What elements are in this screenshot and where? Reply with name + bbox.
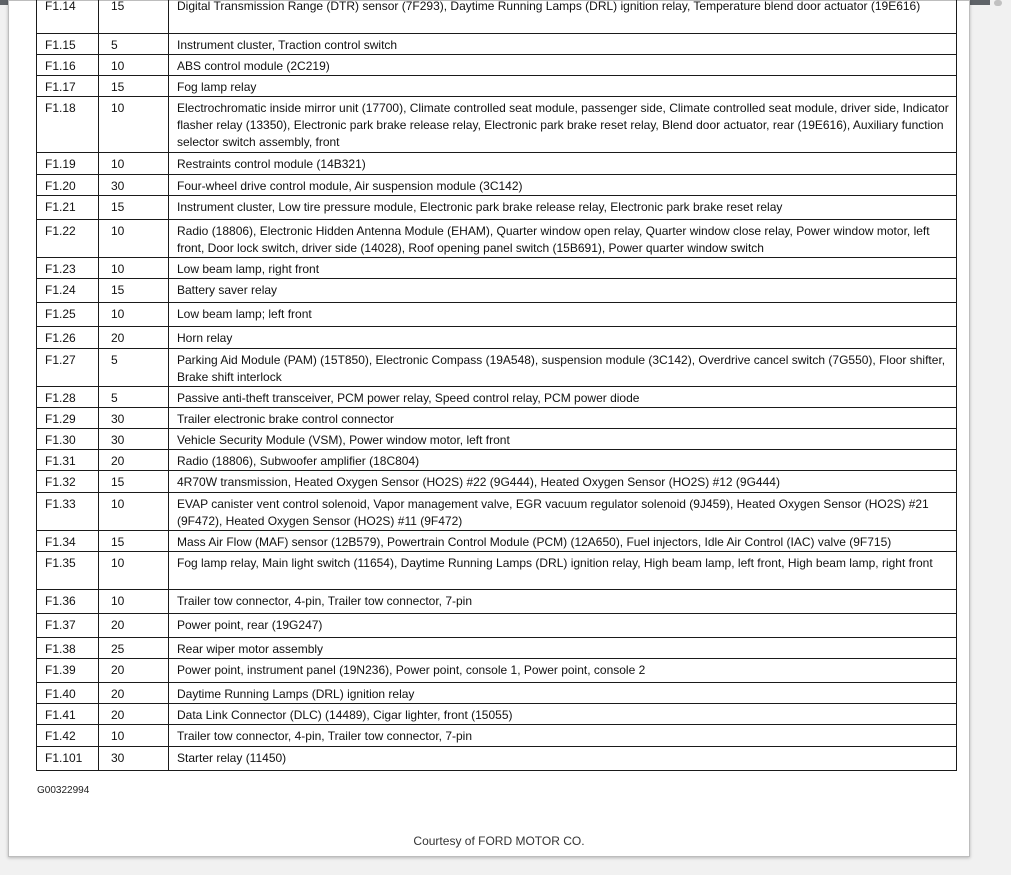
fuse-circuits-cell: 4R70W transmission, Heated Oxygen Sensor (HO2S) #22 (9G444), Heated Oxygen Sensor (HO2S) #12 (9G444) bbox=[169, 471, 957, 493]
fuse-circuits-cell: Battery saver relay bbox=[169, 279, 957, 303]
fuse-circuits-cell: ABS control module (2C219) bbox=[169, 55, 957, 76]
fuse-id-cell: F1.16 bbox=[37, 55, 99, 76]
fuse-amperage-cell: 10 bbox=[99, 590, 169, 614]
fuse-amperage-cell: 20 bbox=[99, 450, 169, 471]
fuse-amperage-cell: 30 bbox=[99, 747, 169, 771]
fuse-amperage-cell: 15 bbox=[99, 76, 169, 97]
fuse-id-cell: F1.33 bbox=[37, 493, 99, 531]
fuse-circuits-cell: Data Link Connector (DLC) (14489), Cigar lighter, front (15055) bbox=[169, 704, 957, 725]
fuse-circuits-cell: Digital Transmission Range (DTR) sensor (7F293), Daytime Running Lamps (DRL) ignition relay, Temperature blend door actuator (19E616) bbox=[169, 0, 957, 34]
fuse-id-cell: F1.101 bbox=[37, 747, 99, 771]
fuse-amperage-cell: 15 bbox=[99, 196, 169, 220]
fuse-row bbox=[37, 0, 957, 34]
fuse-circuits-cell: Power point, rear (19G247) bbox=[169, 614, 957, 638]
fuse-amperage-cell: 10 bbox=[99, 493, 169, 531]
fuse-circuits-cell: Radio (18806), Subwoofer amplifier (18C804) bbox=[169, 450, 957, 471]
fuse-circuits-cell: Radio (18806), Electronic Hidden Antenna Module (EHAM), Quarter window open relay, Quarter window close relay, Power window motor, left front, Door lock switch, driver side (14028), Roof opening panel switch (15B691), Power quarter window switch bbox=[169, 220, 957, 258]
fuse-circuits-cell: Electrochromatic inside mirror unit (17700), Climate controlled seat module, passenger side, Climate controlled seat module, driver side, Indicator flasher relay (13350), Electronic park brake release relay, Electronic park brake reset relay, Blend door actuator, rear (19E616), Auxiliary function selector switch assembly, front bbox=[169, 97, 957, 153]
fuse-id-cell: F1.35 bbox=[37, 552, 99, 590]
fuse-row bbox=[37, 683, 957, 704]
fuse-amperage-cell: 10 bbox=[99, 552, 169, 590]
fuse-id-cell: F1.26 bbox=[37, 327, 99, 349]
courtesy-caption: Courtesy of FORD MOTOR CO. bbox=[413, 834, 585, 848]
fuse-circuits-cell: Trailer tow connector, 4-pin, Trailer tow connector, 7-pin bbox=[169, 590, 957, 614]
fuse-id-cell: F1.32 bbox=[37, 471, 99, 493]
fuse-row bbox=[37, 493, 957, 531]
fuse-id-cell: F1.29 bbox=[37, 408, 99, 429]
fuse-id-cell: F1.42 bbox=[37, 725, 99, 747]
fuse-row bbox=[37, 552, 957, 590]
fuse-id-cell: F1.34 bbox=[37, 531, 99, 552]
fuse-row bbox=[37, 725, 957, 747]
fuse-id-cell: F1.22 bbox=[37, 220, 99, 258]
fuse-row bbox=[37, 196, 957, 220]
fuse-amperage-cell: 5 bbox=[99, 387, 169, 408]
fuse-amperage-cell: 30 bbox=[99, 408, 169, 429]
fuse-row bbox=[37, 279, 957, 303]
fuse-id-cell: F1.40 bbox=[37, 683, 99, 704]
fuse-row bbox=[37, 97, 957, 153]
fuse-row bbox=[37, 327, 957, 349]
fuse-row bbox=[37, 531, 957, 552]
scrollbar-thumb[interactable] bbox=[994, 0, 1002, 6]
figure-reference-code: G00322994 bbox=[37, 785, 90, 796]
document-page bbox=[8, 0, 970, 857]
fuse-row bbox=[37, 450, 957, 471]
fuse-amperage-cell: 10 bbox=[99, 153, 169, 175]
fuse-circuits-cell: Instrument cluster, Low tire pressure module, Electronic park brake release relay, Electronic park brake reset relay bbox=[169, 196, 957, 220]
fuse-circuits-cell: Horn relay bbox=[169, 327, 957, 349]
fuse-row bbox=[37, 258, 957, 279]
fuse-circuits-cell: Fog lamp relay bbox=[169, 76, 957, 97]
fuse-amperage-cell: 10 bbox=[99, 220, 169, 258]
fuse-row bbox=[37, 408, 957, 429]
fuse-circuits-cell: Trailer tow connector, 4-pin, Trailer tow connector, 7-pin bbox=[169, 725, 957, 747]
fuse-id-cell: F1.14 bbox=[37, 0, 99, 34]
fuse-row bbox=[37, 303, 957, 327]
fuse-row bbox=[37, 349, 957, 387]
fuse-id-cell: F1.39 bbox=[37, 659, 99, 683]
fuse-amperage-cell: 30 bbox=[99, 429, 169, 450]
fuse-id-cell: F1.36 bbox=[37, 590, 99, 614]
fuse-row bbox=[37, 471, 957, 493]
fuse-id-cell: F1.19 bbox=[37, 153, 99, 175]
fuse-circuits-cell: Low beam lamp, right front bbox=[169, 258, 957, 279]
fuse-id-cell: F1.31 bbox=[37, 450, 99, 471]
fuse-amperage-cell: 15 bbox=[99, 0, 169, 34]
fuse-row bbox=[37, 153, 957, 175]
fuse-amperage-cell: 10 bbox=[99, 55, 169, 76]
fuse-row bbox=[37, 76, 957, 97]
fuse-circuits-cell: Parking Aid Module (PAM) (15T850), Electronic Compass (19A548), suspension module (3C142), Overdrive cancel switch (7G550), Floor shifter, Brake shift interlock bbox=[169, 349, 957, 387]
fuse-circuits-cell: Fog lamp relay, Main light switch (11654), Daytime Running Lamps (DRL) ignition relay, High beam lamp, left front, High beam lamp, right front bbox=[169, 552, 957, 590]
fuse-id-cell: F1.25 bbox=[37, 303, 99, 327]
fuse-amperage-cell: 20 bbox=[99, 614, 169, 638]
fuse-amperage-cell: 15 bbox=[99, 279, 169, 303]
fuse-id-cell: F1.23 bbox=[37, 258, 99, 279]
fuse-id-cell: F1.24 bbox=[37, 279, 99, 303]
fuse-amperage-cell: 20 bbox=[99, 659, 169, 683]
vertical-scrollbar[interactable] bbox=[990, 0, 1011, 875]
fuse-id-cell: F1.38 bbox=[37, 638, 99, 659]
fuse-row bbox=[37, 614, 957, 638]
fuse-amperage-cell: 25 bbox=[99, 638, 169, 659]
fuse-amperage-cell: 30 bbox=[99, 175, 169, 196]
fuse-id-cell: F1.15 bbox=[37, 34, 99, 55]
fuse-amperage-cell: 20 bbox=[99, 704, 169, 725]
fuse-circuits-cell: Restraints control module (14B321) bbox=[169, 153, 957, 175]
fuse-row bbox=[37, 34, 957, 55]
fuse-row bbox=[37, 590, 957, 614]
fuse-row bbox=[37, 659, 957, 683]
fuse-amperage-cell: 20 bbox=[99, 683, 169, 704]
fuse-row bbox=[37, 175, 957, 196]
fuse-circuits-cell: Rear wiper motor assembly bbox=[169, 638, 957, 659]
fuse-row bbox=[37, 747, 957, 771]
fuse-amperage-cell: 20 bbox=[99, 327, 169, 349]
fuse-id-cell: F1.41 bbox=[37, 704, 99, 725]
fuse-circuits-cell: Four-wheel drive control module, Air suspension module (3C142) bbox=[169, 175, 957, 196]
fuse-circuits-cell: Instrument cluster, Traction control switch bbox=[169, 34, 957, 55]
fuse-amperage-cell: 10 bbox=[99, 258, 169, 279]
fuse-id-cell: F1.28 bbox=[37, 387, 99, 408]
fuse-circuits-cell: Low beam lamp; left front bbox=[169, 303, 957, 327]
fuse-id-cell: F1.21 bbox=[37, 196, 99, 220]
fuse-amperage-cell: 10 bbox=[99, 725, 169, 747]
fuse-amperage-cell: 5 bbox=[99, 349, 169, 387]
fuse-id-cell: F1.30 bbox=[37, 429, 99, 450]
fuse-id-cell: F1.27 bbox=[37, 349, 99, 387]
fuse-amperage-cell: 15 bbox=[99, 531, 169, 552]
fuse-circuits-cell: Daytime Running Lamps (DRL) ignition relay bbox=[169, 683, 957, 704]
fuse-id-cell: F1.17 bbox=[37, 76, 99, 97]
fuse-id-cell: F1.37 bbox=[37, 614, 99, 638]
fuse-amperage-cell: 10 bbox=[99, 303, 169, 327]
fuse-table-body bbox=[37, 0, 957, 771]
fuse-amperage-cell: 15 bbox=[99, 471, 169, 493]
fuse-circuits-cell: Vehicle Security Module (VSM), Power window motor, left front bbox=[169, 429, 957, 450]
fuse-row bbox=[37, 429, 957, 450]
fuse-id-cell: F1.18 bbox=[37, 97, 99, 153]
fuse-row bbox=[37, 704, 957, 725]
fuse-row bbox=[37, 220, 957, 258]
fuse-circuits-cell: EVAP canister vent control solenoid, Vapor management valve, EGR vacuum regulator solenoid (9J459), Heated Oxygen Sensor (HO2S) #21 (9F472), Heated Oxygen Sensor (HO2S) #11 (9F472) bbox=[169, 493, 957, 531]
fuse-circuits-cell: Starter relay (11450) bbox=[169, 747, 957, 771]
fuse-circuits-cell: Passive anti-theft transceiver, PCM power relay, Speed control relay, PCM power diode bbox=[169, 387, 957, 408]
fuse-id-cell: F1.20 bbox=[37, 175, 99, 196]
fuse-amperage-cell: 5 bbox=[99, 34, 169, 55]
fuse-circuits-cell: Trailer electronic brake control connector bbox=[169, 408, 957, 429]
fuse-circuits-cell: Power point, instrument panel (19N236), Power point, console 1, Power point, console 2 bbox=[169, 659, 957, 683]
fuse-table bbox=[36, 0, 957, 771]
fuse-row bbox=[37, 638, 957, 659]
fuse-circuits-cell: Mass Air Flow (MAF) sensor (12B579), Powertrain Control Module (PCM) (12A650), Fuel injectors, Idle Air Control (IAC) valve (9F715) bbox=[169, 531, 957, 552]
fuse-row bbox=[37, 55, 957, 76]
fuse-row bbox=[37, 387, 957, 408]
fuse-amperage-cell: 10 bbox=[99, 97, 169, 153]
